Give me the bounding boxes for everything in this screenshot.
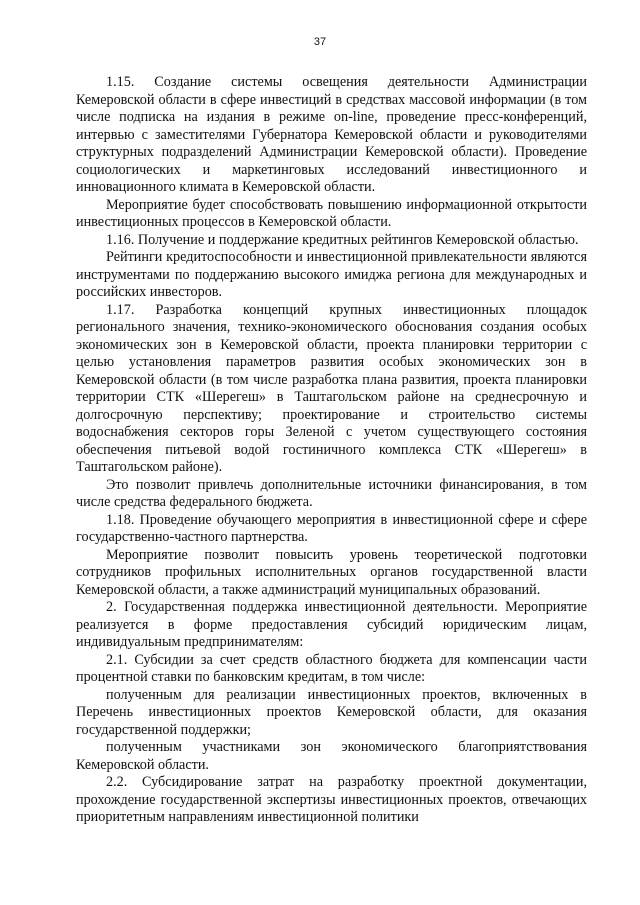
- page-number: 37: [313, 36, 327, 48]
- document-body: [76, 74, 587, 827]
- paragraph-2-1: 2.1. Субсидии за счет средств областного бюджета для компенсации части процентной ставки по банковским кредитам, в том числе:: [76, 651, 587, 685]
- paragraph-1-15: 1.15. Создание системы освещения деятельности Администрации Кемеровской области в сфере инвестиций в средствах массовой информации (в том числе подписка на издания в режиме on-line, проведение пресс-конференций, интервью с заместителями Губернатора Кемеровской области и руководителями структурных подразделений Администрации Кемеровской области). Проведение социологических и маркетинговых исследований инвестиционного и инновационного климата в Кемеровской области.: [76, 74, 587, 195]
- paragraph-1-18-effect: Мероприятие позволит повысить уровень теоретической подготовки сотрудников профильных исполнительных органов государственной власти Кемеровской области, а также администраций муниципальных образований.: [76, 546, 587, 598]
- paragraph-1-15-effect: Мероприятие будет способствовать повышению информационной открытости инвестиционных процессов в Кемеровской области.: [76, 196, 587, 230]
- paragraph-1-16: 1.16. Получение и поддержание кредитных рейтингов Кемеровской областью.: [106, 231, 579, 248]
- paragraph-1-18: 1.18. Проведение обучающего мероприятия в инвестиционной сфере и сфере государственно-частного партнерства.: [76, 511, 587, 545]
- paragraph-2-2: 2.2. Субсидирование затрат на разработку проектной документации, прохождение государственной экспертизы инвестиционных проектов, отвечающих приоритетным направлениям инвестиционной политики: [76, 774, 587, 825]
- paragraph-2-1-item-1: полученным для реализации инвестиционных проектов, включенных в Перечень инвестиционных проектов Кемеровской области, для оказания государственной поддержки;: [76, 686, 587, 738]
- paragraph-1-16-effect: Рейтинги кредитоспособности и инвестиционной привлекательности являются инструментами по поддержанию высокого имиджа региона для международных и российских инвесторов.: [76, 249, 587, 300]
- paragraph-1-17: 1.17. Разработка концепций крупных инвестиционных площадок регионального значения, технико-экономического обоснования создания особых экономических зон в Кемеровской области, проекта планировки территории с целью установления параметров развития особых экономических зон в Кемеровской области (в том числе разработка плана развития, проекта планировки территории СТК «Шерегеш» в Таштагольском районе на среднесрочную и долгосрочную перспективу; проектирование и строительство системы водоснабжения секторов горы Зеленой с учетом существующего состояния обеспечения питьевой водой гостиничного комплекса СТК «Шерегеш» в Таштагольском районе).: [76, 301, 587, 475]
- paragraph-1-17-effect: Это позволит привлечь дополнительные источники финансирования, в том числе средства федерального бюджета.: [76, 476, 587, 510]
- paragraph-2-1-item-2: полученным участниками зон экономического благоприятствования Кемеровской области.: [76, 739, 587, 773]
- paragraph-2: 2. Государственная поддержка инвестиционной деятельности. Мероприятие реализуется в форме предоставления субсидий юридическим лицам, индивидуальным предпринимателям:: [76, 599, 587, 650]
